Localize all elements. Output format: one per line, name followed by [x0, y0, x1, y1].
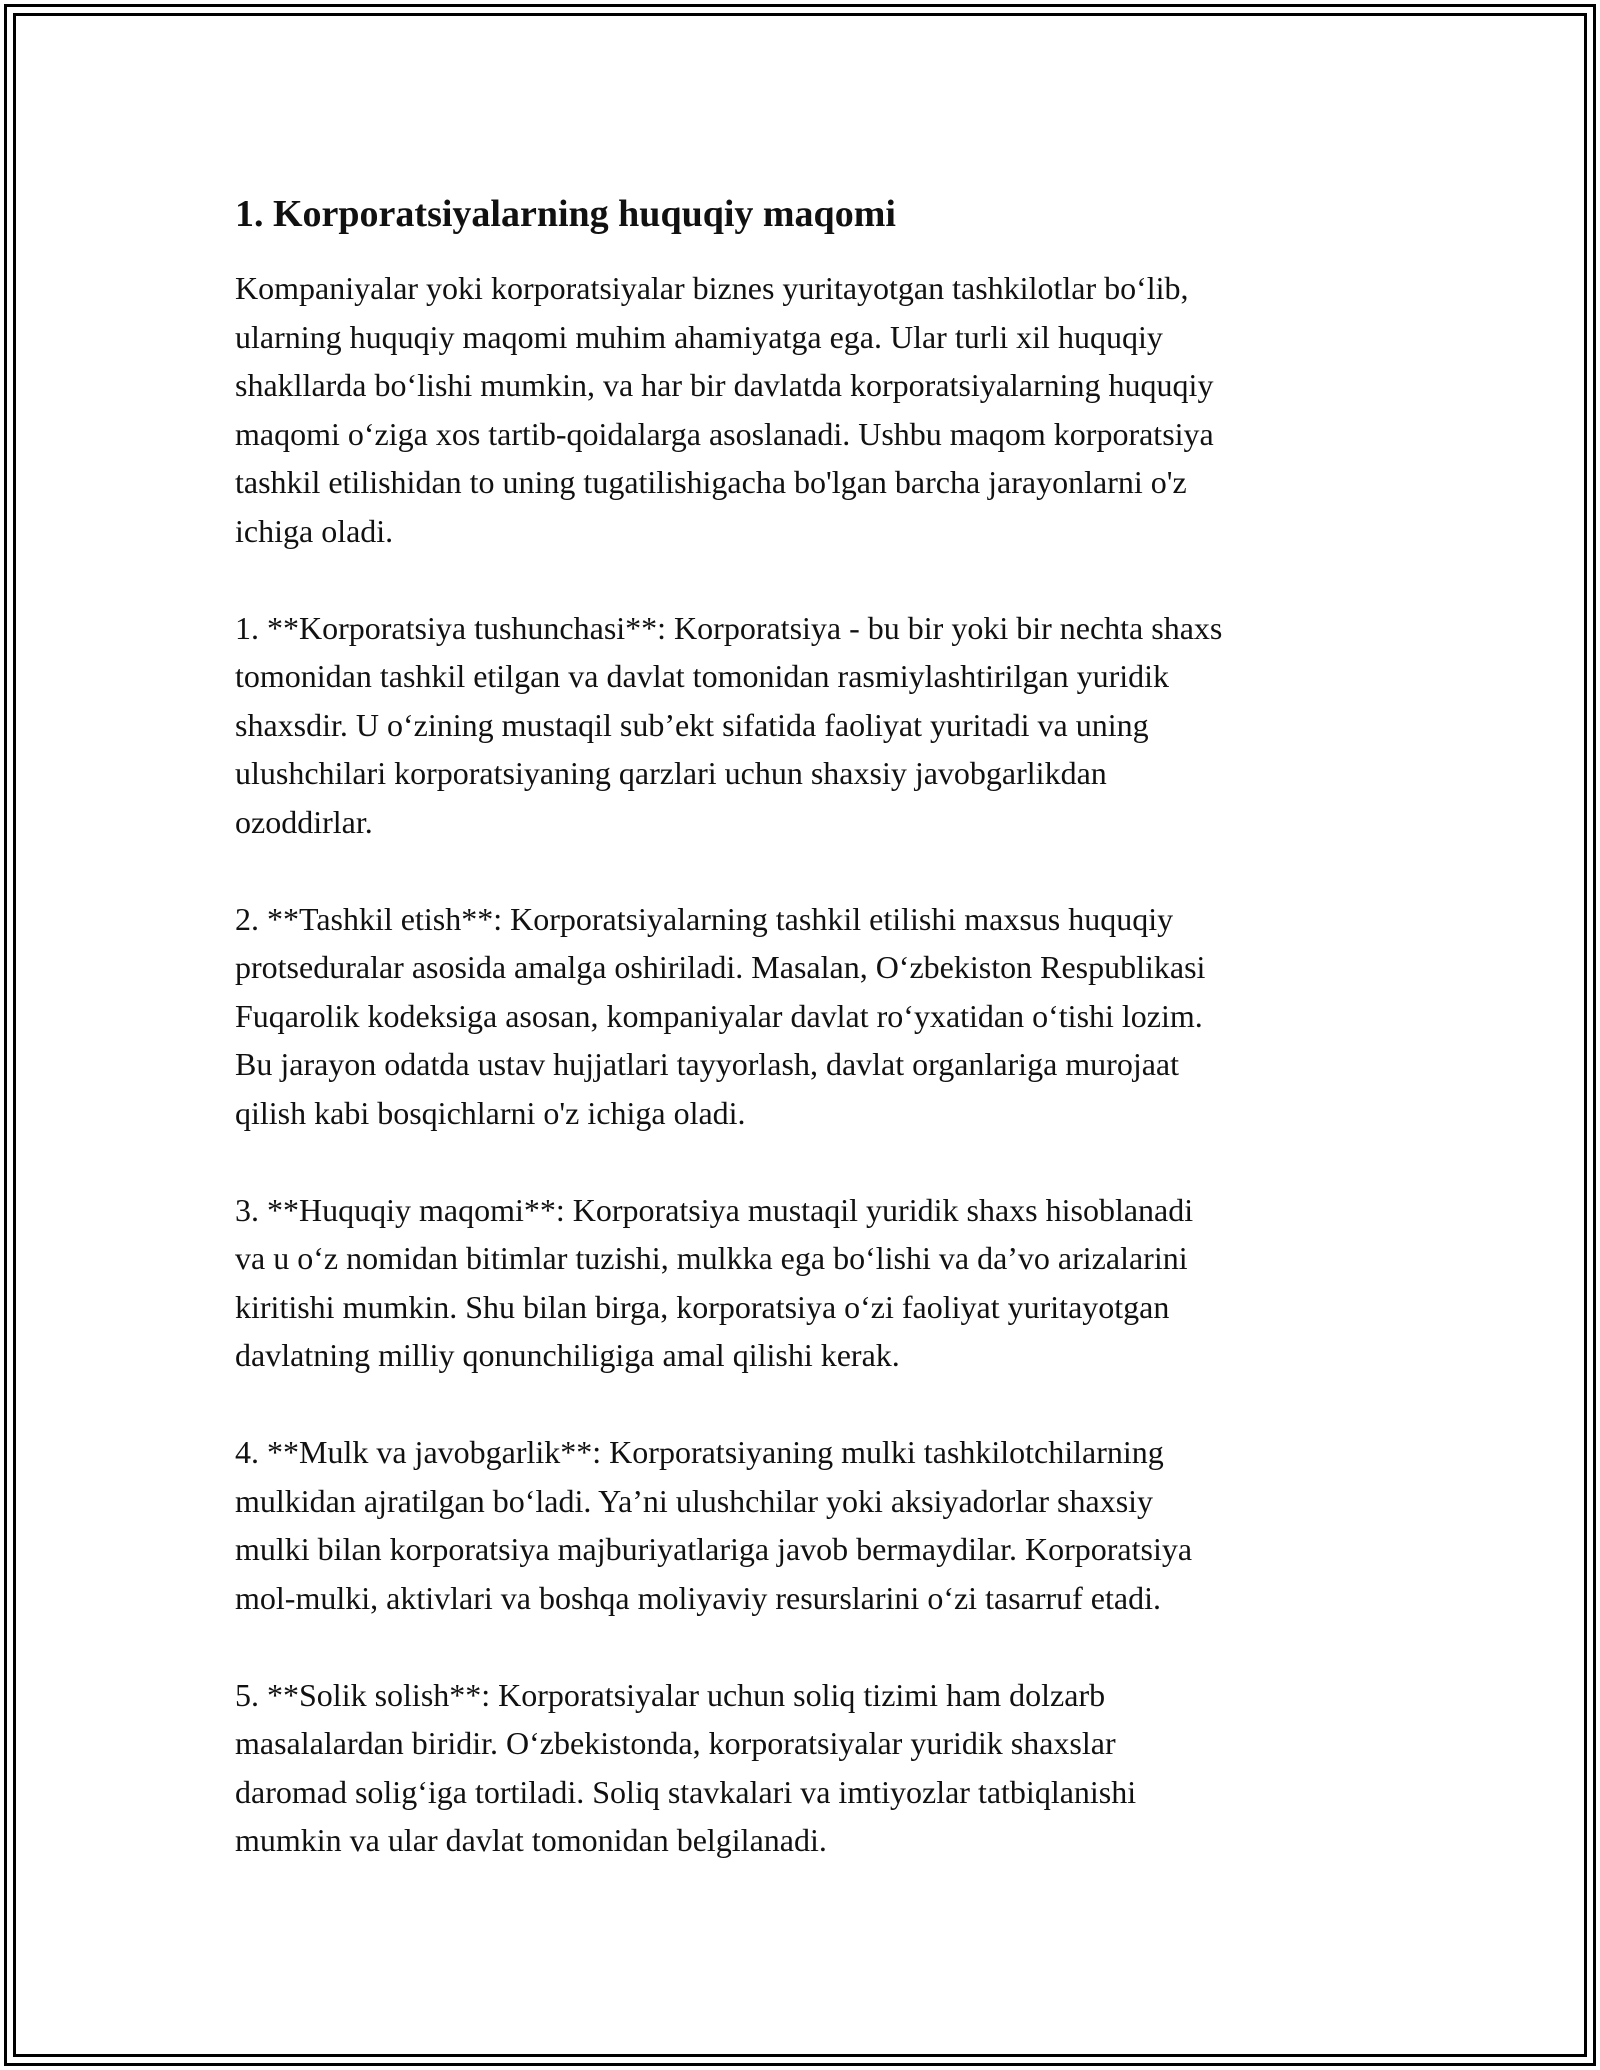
text-line: Fuqarolik kodeksiga asosan, kompaniyalar davlat ro‘yxatidan o‘tishi lozim.: [235, 997, 1203, 1034]
paragraph-item-3: [235, 1186, 1375, 1380]
text-line: kiritishi mumkin. Shu bilan birga, korporatsiya o‘zi faoliyat yuritayotgan: [235, 1288, 1170, 1325]
text-line: mol-mulki, aktivlari va boshqa moliyaviy resurslarini o‘zi tasarruf etadi.: [235, 1579, 1161, 1616]
document-body: [235, 184, 1375, 1913]
text-line: 5. **Solik solish**: Korporatsiyalar uchun soliq tizimi ham dolzarb: [235, 1676, 1106, 1713]
text-line: qilish kabi bosqichlarni o'z ichiga oladi.: [235, 1094, 746, 1131]
text-line: davlatning milliy qonunchiligiga amal qilishi kerak.: [235, 1337, 900, 1373]
text-line: mumkin va ular davlat tomonidan belgilanadi.: [235, 1822, 827, 1858]
text-line: 3. **Huquqiy maqomi**: Korporatsiya mustaqil yuridik shaxs hisoblanadi: [235, 1191, 1194, 1228]
paragraph-item-1: [235, 604, 1375, 847]
paragraph-intro: [235, 264, 1375, 555]
text-line: va u o‘z nomidan bitimlar tuzishi, mulkka ega bo‘lishi va da’vo arizalarini: [235, 1240, 1188, 1276]
text-line: ichiga oladi.: [235, 512, 394, 549]
text-line: protseduralar asosida amalga oshiriladi. Masalan, O‘zbekiston Respublikasi: [235, 949, 1206, 985]
text-line: maqomi o‘ziga xos tartib-qoidalarga asoslanadi. Ushbu maqom korporatsiya: [235, 415, 1214, 452]
text-line: ozoddirlar.: [235, 803, 373, 840]
text-line: 4. **Mulk va javobgarlik**: Korporatsiyaning mulki tashkilotchilarning: [235, 1434, 1164, 1470]
text-line: 2. **Tashkil etish**: Korporatsiyalarning tashkil etilishi maxsus huquqiy: [235, 900, 1174, 937]
document-title: 1. Korporatsiyalarning huquqiy maqomi: [235, 193, 896, 235]
text-line: tomonidan tashkil etilgan va davlat tomonidan rasmiylashtirilgan yuridik: [235, 658, 1170, 694]
text-line: ularning huquqiy maqomi muhim ahamiyatga ega. Ular turli xil huquqiy: [235, 318, 1163, 355]
text-line: masalalardan biridir. O‘zbekistonda, korporatsiyalar yuridik shaxslar: [235, 1725, 1116, 1761]
text-line: shakllarda bo‘lishi mumkin, va har bir davlatda korporatsiyalarning huquqiy: [235, 367, 1214, 403]
text-line: Bu jarayon odatda ustav hujjatlari tayyorlash, davlat organlariga murojaat: [235, 1046, 1179, 1082]
paragraph-item-4: [235, 1428, 1375, 1622]
paragraph-item-5: [235, 1671, 1375, 1865]
paragraph-item-2: [235, 895, 1375, 1138]
text-line: mulki bilan korporatsiya majburiyatlariga javob bermaydilar. Korporatsiya: [235, 1531, 1193, 1567]
text-line: shaxsdir. U o‘zining mustaqil sub’ekt sifatida faoliyat yuritadi va uning: [235, 706, 1149, 743]
text-line: 1. **Korporatsiya tushunchasi**: Korporatsiya - bu bir yoki bir nechta shaxs: [235, 609, 1223, 646]
text-line: daromad solig‘iga tortiladi. Soliq stavkalari va imtiyozlar tatbiqlanishi: [235, 1773, 1137, 1810]
text-line: Kompaniyalar yoki korporatsiyalar biznes yuritayotgan tashkilotlar bo‘lib,: [235, 270, 1189, 306]
text-line: mulkidan ajratilgan bo‘ladi. Ya’ni ulushchilar yoki aksiyadorlar shaxsiy: [235, 1482, 1154, 1519]
text-line: tashkil etilishidan to uning tugatilishigacha bo'lgan barcha jarayonlarni o'z: [235, 464, 1187, 500]
text-line: ulushchilari korporatsiyaning qarzlari uchun shaxsiy javobgarlikdan: [235, 755, 1107, 791]
